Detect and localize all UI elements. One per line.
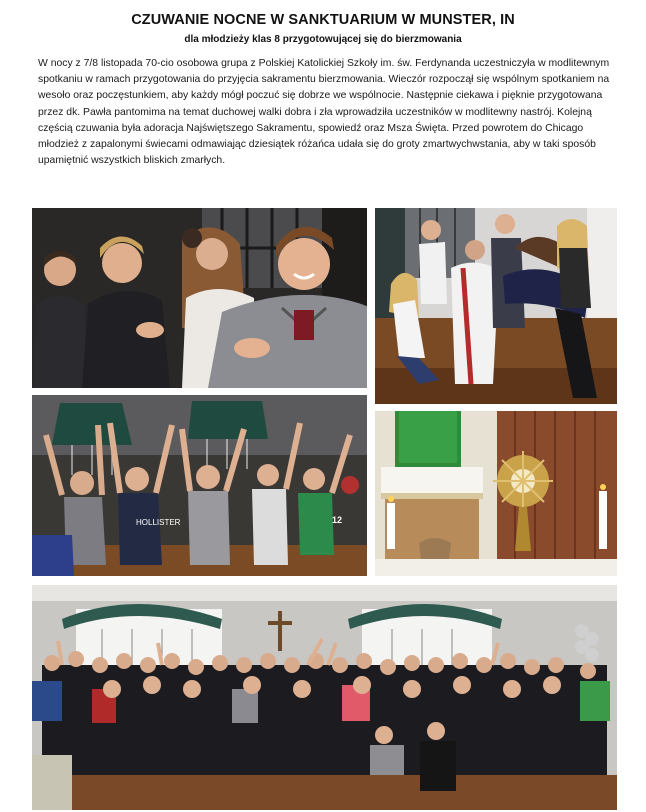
photo-pantomime-image: [375, 208, 617, 404]
photo-pantomime: [375, 208, 617, 404]
photo-group-image: [32, 585, 617, 810]
photo-altar-image: [375, 411, 617, 576]
photo-hands-raised: [32, 395, 367, 576]
body-paragraph: W nocy z 7/8 listopada 70-cio osobowa grupa z Polskiej Katolickiej Szkoły im. św. Ferdynanda uczestniczyła w modlitewnym spotkaniu w ramach przygotowania do przyjęcia sakramentu bierzmowania. Wieczór rozpoczął się wspólnym spotkaniem na wesoło oraz poczęstunkiem, aby każdy mógł poczuć się dobrze we wspólnocie. Następnie ciekawa i pięknie przygotowana przez dk. Pawła pantomima na temat duchowej walki dobra i zła wprowadziła uczestników w modlitewny nastrój. Kolejną częścią czuwania była adoracja Najświętszego Sakramentu, spowiedź oraz Msza Święta. Przed powrotem do Chicago młodzież z zapalonymi świecami odmawiając dziesiątek różańca udała się do groty zmartwychwstania, aby w taki sposób upamiętnić wszystkich bliskich zmarłych.: [38, 58, 610, 167]
photo-altar-monstrance: [375, 411, 617, 576]
photo-teens-dancing-image: [32, 208, 367, 388]
photo-teens-dancing: [32, 208, 367, 388]
document-subtitle: dla młodzieży klas 8 przygotowującej się do bierzmowania: [184, 34, 462, 45]
photo-group: [32, 585, 617, 810]
jersey-number-text: 12: [332, 515, 343, 525]
shirt-print-text: HOLLISTER: [136, 518, 181, 527]
document-title: CZUWANIE NOCNE W SANKTUARIUM W MUNSTER, IN: [131, 12, 515, 28]
photo-hands-raised-image: [32, 395, 367, 576]
